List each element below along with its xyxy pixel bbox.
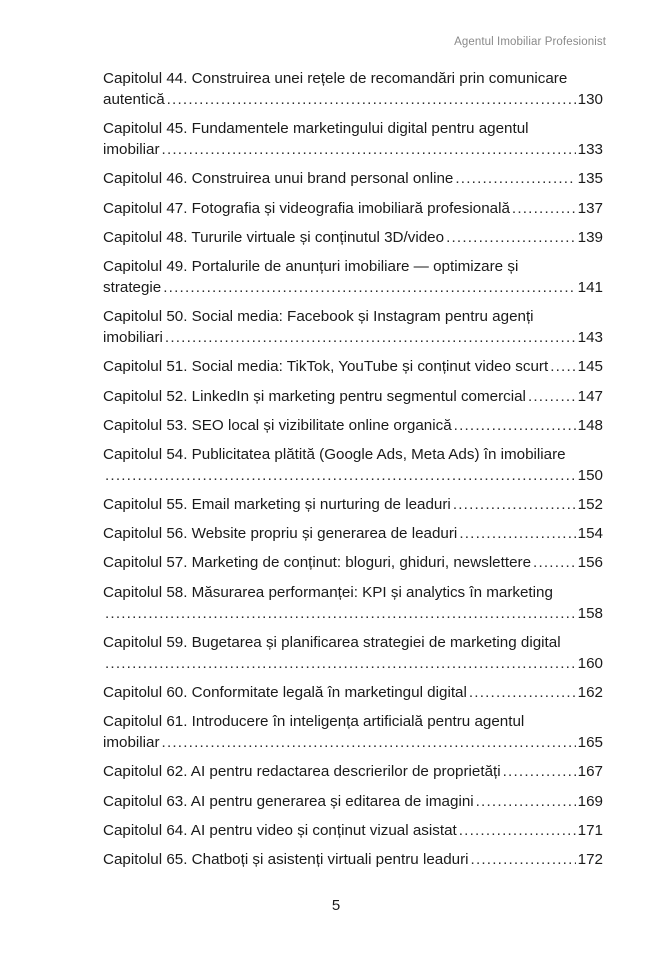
toc-entry-55[interactable] xyxy=(103,494,603,515)
toc-page-number: 169 xyxy=(577,792,603,810)
toc-entry-title: Capitolul 52. LinkedIn și marketing pentru segmentul comercial xyxy=(103,387,526,405)
toc-entry-title: Capitolul 57. Marketing de conținut: bloguri, ghiduri, newslettere xyxy=(103,554,532,572)
toc-page-number: 172 xyxy=(577,850,603,868)
toc-page-number: 167 xyxy=(577,763,603,781)
dot-leader xyxy=(503,761,576,782)
toc-entry-title: Capitolul 54. Publicitatea plătită (Google Ads, Meta Ads) în imobiliare xyxy=(103,445,566,463)
toc-entry-title: Capitolul 45. Fundamentele marketingului digital pentru agentul xyxy=(103,120,529,138)
toc-entry-52[interactable] xyxy=(103,386,603,407)
dot-leader xyxy=(459,523,575,544)
dot-leader xyxy=(165,327,576,348)
toc-page-number: 133 xyxy=(577,141,603,159)
toc-entry-title: Capitolul 59. Bugetarea și planificarea strategiei de marketing digital xyxy=(103,633,561,651)
toc-entry-54[interactable] xyxy=(103,444,603,486)
toc-page-number: 165 xyxy=(577,734,603,752)
toc-entry-title: Capitolul 62. AI pentru redactarea descrierilor de proprietăți xyxy=(103,763,501,781)
toc-entry-50[interactable] xyxy=(103,306,603,348)
toc-entry-63[interactable] xyxy=(103,791,603,812)
dot-leader xyxy=(550,356,575,377)
dot-leader xyxy=(459,820,576,841)
dot-leader xyxy=(469,682,576,703)
toc-page-number: 150 xyxy=(577,466,603,484)
toc-page-number: 145 xyxy=(577,358,603,376)
toc-entry-48[interactable] xyxy=(103,227,603,248)
toc-page-number: 147 xyxy=(577,387,603,405)
toc-page-number: 139 xyxy=(577,228,603,246)
toc-entry-title: Capitolul 56. Website propriu și generarea de leaduri xyxy=(103,525,458,543)
dot-leader xyxy=(454,415,576,436)
toc-entry-title: Capitolul 61. Introducere în inteligența artificială pentru agentul xyxy=(103,713,525,731)
toc-entry-46[interactable] xyxy=(103,168,603,189)
toc-page-number: 156 xyxy=(577,554,603,572)
toc-page-number: 160 xyxy=(577,654,603,672)
toc-page-number: 152 xyxy=(577,496,603,514)
toc-entry-title: Capitolul 46. Construirea unui brand personal online xyxy=(103,170,454,188)
toc-entry-56[interactable] xyxy=(103,523,603,544)
dot-leader xyxy=(533,552,576,573)
toc-entry-title: Capitolul 53. SEO local și vizibilitate online organică xyxy=(103,416,452,434)
toc-entry-62[interactable] xyxy=(103,761,603,782)
page-number: 5 xyxy=(331,897,341,914)
toc-entry-61[interactable] xyxy=(103,711,603,753)
toc-entry-51[interactable] xyxy=(103,356,603,377)
dot-leader xyxy=(528,386,576,407)
dot-leader xyxy=(167,89,576,110)
toc-entry-57[interactable] xyxy=(103,552,603,573)
toc-entry-title: Capitolul 49. Portalurile de anunțuri imobiliare — optimizare și xyxy=(103,257,519,275)
toc-entry-title: Capitolul 60. Conformitate legală în marketingul digital xyxy=(103,684,467,701)
running-header-title: Agentul Imobiliar Profesionist xyxy=(454,36,606,48)
dot-leader xyxy=(446,227,576,248)
toc-entry-title: Capitolul 48. Tururile virtuale și conținutul 3D/video xyxy=(103,228,445,246)
toc-page-number: 171 xyxy=(577,821,603,839)
dot-leader xyxy=(162,139,576,160)
dot-leader xyxy=(471,849,576,870)
dot-leader xyxy=(476,791,576,812)
toc-page-number: 162 xyxy=(577,684,603,701)
dot-leader xyxy=(512,198,576,219)
toc-page-number: 154 xyxy=(577,525,603,543)
toc-entry-title-cont: strategie xyxy=(103,278,162,296)
toc-entry-title-cont: imobiliar xyxy=(103,734,160,752)
table-of-contents xyxy=(103,68,603,878)
toc-page-number: 143 xyxy=(577,329,603,347)
toc-entry-title: Capitolul 44. Construirea unei rețele de recomandări prin comunicare xyxy=(103,70,568,87)
toc-page-number: 148 xyxy=(577,416,603,434)
toc-entry-title: Capitolul 65. Chatboți și asistenți virtuali pentru leaduri xyxy=(103,850,469,868)
toc-entry-64[interactable] xyxy=(103,820,603,841)
toc-entry-53[interactable] xyxy=(103,415,603,436)
toc-entry-title: Capitolul 63. AI pentru generarea și editarea de imagini xyxy=(103,792,474,810)
toc-entry-47[interactable] xyxy=(103,198,603,219)
toc-entry-title: Capitolul 55. Email marketing și nurturing de leaduri xyxy=(103,496,451,514)
toc-entry-title-cont: autentică xyxy=(103,91,165,108)
toc-entry-title: Capitolul 50. Social media: Facebook și Instagram pentru agenți xyxy=(103,308,534,326)
toc-page-number: 137 xyxy=(577,199,603,217)
toc-page-number: 130 xyxy=(577,91,603,108)
toc-entry-title-cont: imobiliari xyxy=(103,329,163,347)
dot-leader xyxy=(105,653,576,674)
toc-page-number: 135 xyxy=(577,170,603,188)
dot-leader xyxy=(163,277,575,298)
toc-entry-title: Capitolul 64. AI pentru video și conținut vizual asistat xyxy=(103,821,457,839)
toc-page-number: 158 xyxy=(577,604,603,622)
toc-entry-title-cont: imobiliar xyxy=(103,141,160,159)
toc-entry-44[interactable] xyxy=(103,68,603,110)
dot-leader xyxy=(455,168,575,189)
toc-entry-title: Capitolul 58. Măsurarea performanței: KPI și analytics în marketing xyxy=(103,583,553,601)
dot-leader xyxy=(105,465,576,486)
toc-entry-title: Capitolul 51. Social media: TikTok, YouTube și conținut video scurt xyxy=(103,358,549,376)
toc-entry-49[interactable] xyxy=(103,256,603,298)
dot-leader xyxy=(105,603,576,624)
toc-entry-title: Capitolul 47. Fotografia și videografia imobiliară profesională xyxy=(103,199,510,217)
dot-leader xyxy=(162,732,576,753)
toc-entry-60[interactable] xyxy=(103,682,603,703)
toc-entry-45[interactable] xyxy=(103,118,603,160)
toc-page-number: 141 xyxy=(577,278,603,296)
dot-leader xyxy=(453,494,576,515)
toc-entry-58[interactable] xyxy=(103,582,603,624)
toc-entry-65[interactable] xyxy=(103,849,603,870)
toc-entry-59[interactable] xyxy=(103,632,603,674)
